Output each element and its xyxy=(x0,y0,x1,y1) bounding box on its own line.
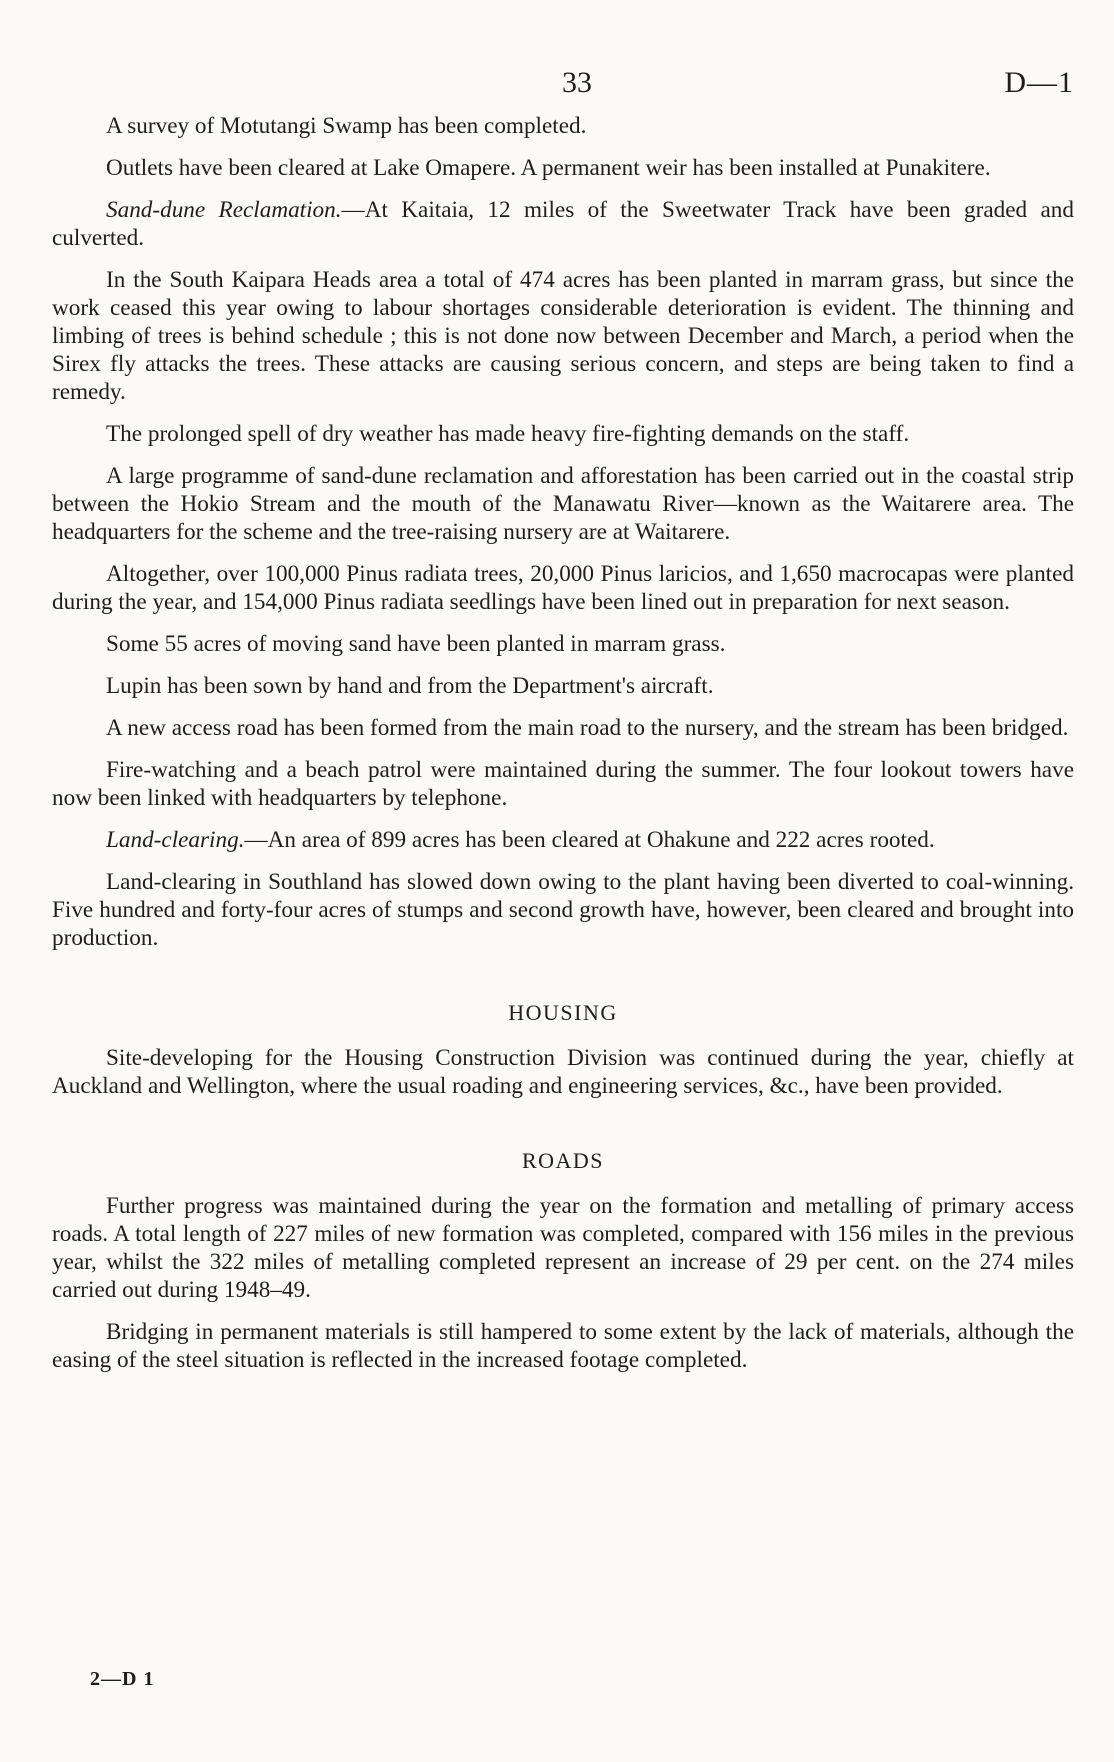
paragraph-lead: Land-clearing. xyxy=(106,827,245,853)
paragraph xyxy=(52,112,1074,140)
paragraph xyxy=(52,196,1074,252)
paragraph xyxy=(52,1318,1074,1374)
page-header xyxy=(52,66,1074,108)
paragraph-text: Site-developing for the Housing Construction Division was continued during the year, chiefly at Auckland and Wellington, where the usual roading and engineering services, &c., have been provided. xyxy=(52,1045,1074,1099)
paragraph-text: Outlets have been cleared at Lake Omapere. A permanent weir has been installed at Punakitere. xyxy=(106,155,991,181)
paragraph xyxy=(52,868,1074,952)
paragraph xyxy=(52,560,1074,616)
paragraph-text: —At Kaitaia, 12 miles of the Sweetwater Track have been graded and culverted. xyxy=(52,197,1074,251)
paragraph xyxy=(52,630,1074,658)
paragraph-text: Further progress was maintained during the year on the formation and metalling of primary access roads. A total length of 227 miles of new formation was completed, compared with 156 miles in the previous year, whilst the 322 miles of metalling completed represent an increase of 29 per cent. on the 274 miles carried out during 1948–49. xyxy=(52,1193,1074,1303)
paragraph-text: Some 55 acres of moving sand have been planted in marram grass. xyxy=(106,631,726,657)
paragraph xyxy=(52,756,1074,812)
paragraph xyxy=(52,826,1074,854)
paragraph-text: Altogether, over 100,000 Pinus radiata trees, 20,000 Pinus laricios, and 1,650 macrocapas were planted during the year, and 154,000 Pinus radiata seedlings have been lined out in preparation for next season. xyxy=(52,561,1074,615)
paragraph-text: In the South Kaipara Heads area a total of 474 acres has been planted in marram grass, but since the work ceased this year owing to labour shortages considerable deterioration is evident. The thinning and limbing of trees is behind schedule ; this is not done now between December and March, a period when the Sirex fly attacks the trees. These attacks are causing serious concern, and steps are being taken to find a remedy. xyxy=(52,267,1074,405)
paragraph-lead: Sand-dune Reclamation. xyxy=(106,197,342,223)
printer-signature: 2—D 1 xyxy=(90,1668,155,1690)
paragraph xyxy=(52,154,1074,182)
paragraph-text: A survey of Motutangi Swamp has been completed. xyxy=(106,113,587,139)
paragraph xyxy=(52,1192,1074,1304)
document-body xyxy=(52,112,1074,1374)
paragraph-text: Bridging in permanent materials is still hampered to some extent by the lack of materials, although the easing of the steel situation is reflected in the increased footage completed. xyxy=(52,1319,1074,1373)
paragraph xyxy=(52,672,1074,700)
paragraph-text: The prolonged spell of dry weather has made heavy fire-fighting demands on the staff. xyxy=(106,421,910,447)
paragraph-text: Land-clearing in Southland has slowed down owing to the plant having been diverted to coal-winning. Five hundred and forty-four acres of stumps and second growth have, however, been cleared and brought into production. xyxy=(52,869,1074,951)
paragraph-text: Lupin has been sown by hand and from the Department's aircraft. xyxy=(106,673,714,699)
paragraph-text: —An area of 899 acres has been cleared at Ohakune and 222 acres rooted. xyxy=(244,827,935,853)
document-reference: D—1 xyxy=(1004,66,1074,99)
section-heading-housing: HOUSING xyxy=(508,1000,618,1025)
paragraph xyxy=(52,266,1074,406)
paragraph xyxy=(52,1044,1074,1100)
paragraph xyxy=(52,462,1074,546)
paragraph-text: Fire-watching and a beach patrol were maintained during the summer. The four lookout towers have now been linked with headquarters by telephone. xyxy=(52,757,1074,811)
document-page xyxy=(52,66,1074,1388)
paragraph-text: A new access road has been formed from the main road to the nursery, and the stream has been bridged. xyxy=(106,715,1069,741)
page-number: 33 xyxy=(562,66,592,99)
paragraph-text: A large programme of sand-dune reclamation and afforestation has been carried out in the coastal strip between the Hokio Stream and the mouth of the Manawatu River—known as the Waitarere area. The headquarters for the scheme and the tree-raising nursery are at Waitarere. xyxy=(52,463,1074,545)
section-heading-roads: ROADS xyxy=(521,1148,605,1173)
paragraph xyxy=(52,420,1074,448)
paragraph xyxy=(52,714,1074,742)
